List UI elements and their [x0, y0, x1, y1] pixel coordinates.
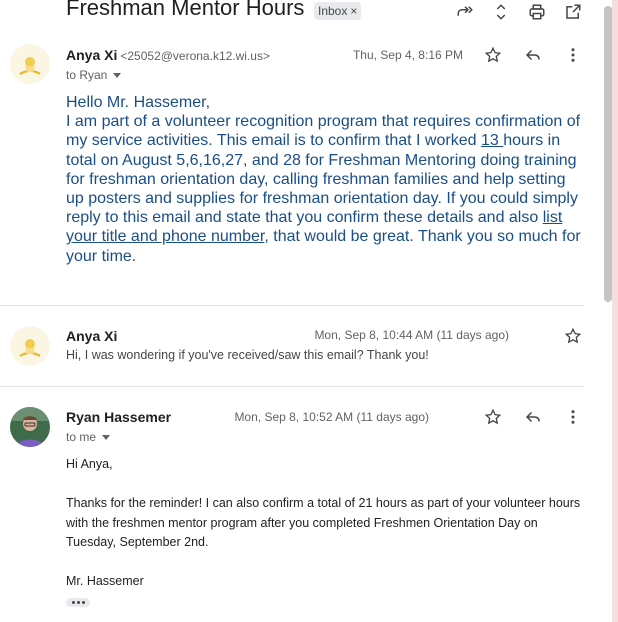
avatar [10, 326, 50, 366]
chevron-down-icon[interactable] [113, 73, 121, 78]
sender-email: <25052@verona.k12.wi.us> [120, 49, 270, 63]
more-options-icon[interactable] [561, 405, 585, 429]
title-phone-link[interactable]: list your title and phone number [66, 209, 563, 246]
message-date: Mon, Sep 8, 10:44 AM (11 days ago) [314, 328, 509, 342]
subject-bar [0, 0, 600, 24]
chevron-down-icon[interactable] [102, 435, 110, 440]
hours-link[interactable]: 13 [480, 132, 504, 150]
message-date: Thu, Sep 4, 8:16 PM [352, 48, 463, 62]
show-trimmed-content-button[interactable] [66, 598, 90, 607]
more-options-icon[interactable] [561, 43, 585, 67]
email-subject: Freshman Mentor Hours [66, 0, 305, 20]
reply-icon[interactable] [521, 43, 545, 67]
divider [0, 305, 584, 306]
recipient-details[interactable]: to Ryan [66, 68, 121, 82]
star-icon[interactable] [481, 405, 505, 429]
side-panel-edge [612, 0, 618, 622]
avatar [10, 44, 50, 84]
body-paragraph: I am part of a volunteer recognition program that requires confirmation of my service activities. This email is to confirm that I worked 13 hours in total on August 5,6,16,27, and 28 for Freshman Mentoring doing training for freshman orientation day, calling freshman families and help setting up posters and supplies for freshman orientation day. If you could simply reply to this email and state that you confirm these details and also list your title and phone number, that would be great. Thank you so much for your time. [66, 113, 581, 265]
reply-icon[interactable] [521, 405, 545, 429]
recipient-details[interactable]: to me [66, 430, 110, 444]
message-snippet: Hi, I was wondering if you've received/saw this email? Thank you! [66, 348, 429, 362]
sender-name: Anya Xi <25052@verona.k12.wi.us> [66, 47, 270, 63]
sender-name: Ryan Hassemer [66, 409, 172, 425]
body-signoff: Mr. Hassemer [66, 574, 144, 588]
star-icon[interactable] [561, 324, 585, 348]
inbox-label-text: Inbox [318, 4, 348, 18]
sender-name: Anya Xi [66, 328, 118, 344]
inbox-label-chip[interactable] [314, 2, 361, 20]
body-greeting: Hi Anya, [66, 457, 113, 471]
scrollbar[interactable] [604, 6, 612, 302]
avatar [10, 407, 50, 447]
divider [0, 386, 584, 387]
print-icon[interactable] [526, 1, 548, 23]
message-date: Mon, Sep 8, 10:52 AM (11 days ago) [234, 410, 429, 424]
star-icon[interactable] [481, 43, 505, 67]
body-greeting: Hello Mr. Hassemer, [66, 94, 211, 111]
forward-all-icon[interactable] [454, 1, 476, 23]
remove-label-icon[interactable]: × [350, 4, 358, 18]
open-in-new-icon[interactable] [562, 1, 584, 23]
body-paragraph: Thanks for the reminder! I can also confirm a total of 21 hours as part of your volunteer hours with the freshmen mentor program after you completed Freshmen Orientation Day on Tuesday, September 2nd. [66, 496, 581, 549]
message-body [66, 93, 586, 266]
message-body [66, 455, 586, 611]
unfold-icon[interactable] [490, 1, 512, 23]
